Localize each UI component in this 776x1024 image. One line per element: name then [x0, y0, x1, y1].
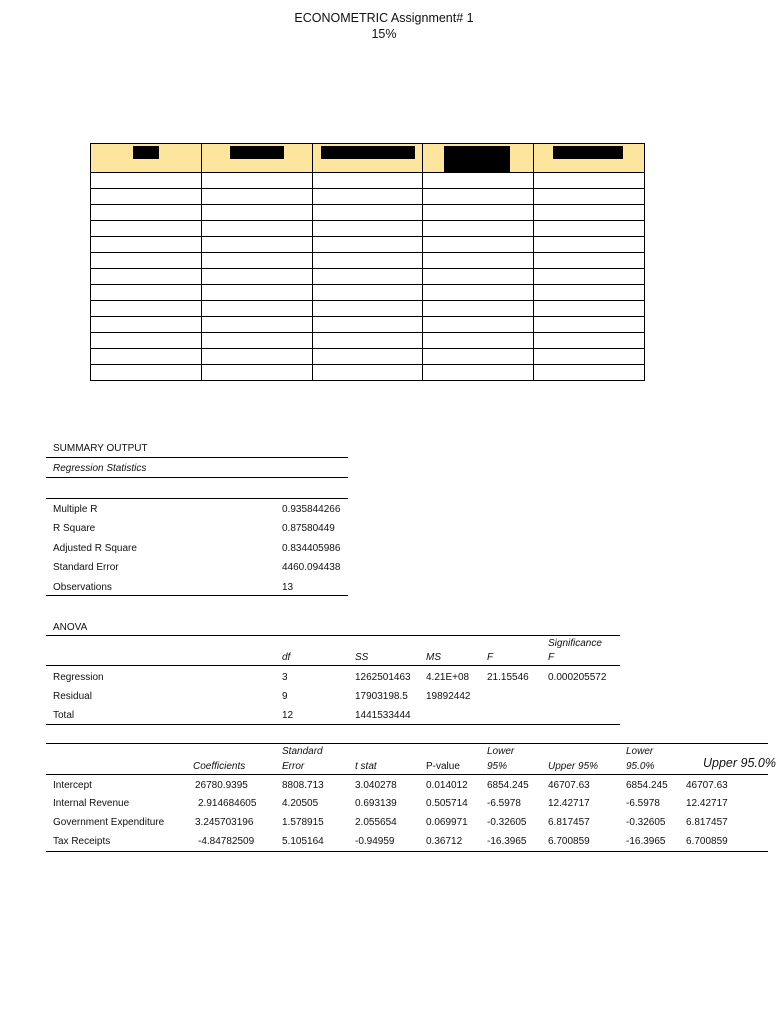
title-line-1: ECONOMETRIC Assignment# 1 — [294, 11, 474, 25]
coef-upper-95-0: 6.817457 — [686, 817, 728, 828]
anova-header-f: F — [487, 652, 494, 663]
coef-value: -4.84782509 — [198, 836, 255, 847]
coef-se: 4.20505 — [282, 798, 319, 809]
anova-header-df: df — [282, 652, 291, 663]
coef-lower-95: -6.5978 — [487, 798, 521, 809]
anova-ms: 19892442 — [426, 691, 471, 702]
anova-df: 12 — [282, 710, 294, 721]
anova-df: 3 — [282, 672, 288, 683]
divider — [46, 665, 620, 666]
stat-label: Standard Error — [53, 562, 119, 573]
coef-upper-95: 46707.63 — [548, 780, 590, 791]
summary-heading: SUMMARY OUTPUT — [53, 443, 148, 454]
coef-header-lower-2: Lower — [626, 746, 654, 757]
grid-row — [91, 317, 645, 333]
grid-header-cell — [91, 144, 202, 173]
grid-row — [91, 333, 645, 349]
anova-row-label: Regression — [53, 672, 104, 683]
redaction-block — [553, 146, 623, 159]
coef-header-standard: Standard — [282, 746, 323, 757]
stat-label: Observations — [53, 582, 112, 593]
redaction-block — [444, 146, 510, 173]
coef-value: 2.914684605 — [198, 798, 257, 809]
coef-se: 8808.713 — [282, 780, 324, 791]
coef-upper-95-0: 12.42717 — [686, 798, 728, 809]
title-line-2: 15% — [371, 27, 397, 41]
coef-header-lower: Lower — [487, 746, 515, 757]
coef-header-upper-95-0: Upper 95.0% — [703, 756, 776, 770]
coef-upper-95-0: 46707.63 — [686, 780, 728, 791]
coef-value: 26780.9395 — [195, 780, 248, 791]
divider — [46, 774, 768, 775]
grid-header-cell — [312, 144, 423, 173]
coef-header-error: Error — [282, 761, 305, 772]
grid-header-row — [91, 144, 645, 173]
coef-row-label: Tax Receipts — [53, 836, 111, 847]
divider — [46, 743, 768, 744]
coef-header-95-0: 95.0% — [626, 761, 655, 772]
grid-header-cell — [201, 144, 312, 173]
stat-value: 4460.094438 — [282, 562, 341, 573]
stat-value: 0.834405986 — [282, 543, 341, 554]
coef-lower-95-0: -6.5978 — [626, 798, 660, 809]
anova-row-label: Residual — [53, 691, 92, 702]
divider — [46, 477, 348, 478]
coef-header-p-value: P-value — [426, 761, 460, 772]
divider — [46, 595, 348, 596]
divider — [46, 457, 348, 458]
coef-row-label: Internal Revenue — [53, 798, 130, 809]
anova-header-significance-f: F — [548, 652, 555, 663]
stat-value: 13 — [282, 582, 294, 593]
coef-row-label: Government Expenditure — [53, 817, 165, 828]
coef-se: 1.578915 — [282, 817, 324, 828]
divider — [46, 498, 348, 499]
redaction-block — [321, 146, 415, 159]
coef-row-label: Intercept — [53, 780, 92, 791]
anova-ms: 4.21E+08 — [426, 672, 470, 683]
coef-lower-95-0: -0.32605 — [626, 817, 666, 828]
coef-upper-95-0: 6.700859 — [686, 836, 728, 847]
stat-value: 0.935844266 — [282, 504, 341, 515]
coef-header-coefficients: Coefficients — [193, 761, 246, 772]
coef-lower-95: -16.3965 — [487, 836, 527, 847]
anova-row-label: Total — [53, 710, 75, 721]
grid-row — [91, 173, 645, 189]
stat-label: Adjusted R Square — [53, 543, 137, 554]
anova-heading: ANOVA — [53, 622, 88, 633]
stat-value: 0.87580449 — [282, 523, 335, 534]
grid-row — [91, 221, 645, 237]
divider — [46, 724, 620, 725]
redaction-block — [230, 146, 284, 159]
data-grid — [90, 143, 645, 381]
grid-header-cell — [423, 144, 534, 173]
coef-header-upper-95: Upper 95% — [548, 761, 599, 772]
grid-row — [91, 349, 645, 365]
coef-header-95: 95% — [487, 761, 508, 772]
regression-statistics-label: Regression Statistics — [53, 463, 147, 474]
anova-df: 9 — [282, 691, 288, 702]
anova-f: 21.15546 — [487, 672, 529, 683]
coef-header-t-stat: t stat — [355, 761, 377, 772]
stat-label: Multiple R — [53, 504, 98, 515]
coef-lower-95: -0.32605 — [487, 817, 527, 828]
grid-row — [91, 205, 645, 221]
coef-lower-95-0: 6854.245 — [626, 780, 668, 791]
coef-upper-95: 12.42717 — [548, 798, 590, 809]
grid-row — [91, 269, 645, 285]
stat-label: R Square — [53, 523, 96, 534]
coef-se: 5.105164 — [282, 836, 324, 847]
coef-upper-95: 6.817457 — [548, 817, 590, 828]
grid-header-cell — [534, 144, 645, 173]
coef-lower-95-0: -16.3965 — [626, 836, 666, 847]
anova-header-ms: MS — [426, 652, 441, 663]
coef-p: 0.069971 — [426, 817, 468, 828]
grid-row — [91, 189, 645, 205]
divider — [46, 851, 768, 852]
anova-ss: 17903198.5 — [355, 691, 408, 702]
coef-lower-95: 6854.245 — [487, 780, 529, 791]
document-title — [0, 10, 768, 42]
redaction-block — [133, 146, 159, 159]
coef-t: 3.040278 — [355, 780, 397, 791]
coef-p: 0.014012 — [426, 780, 468, 791]
grid-row — [91, 253, 645, 269]
grid-row — [91, 301, 645, 317]
coef-t: 0.693139 — [355, 798, 397, 809]
grid-row — [91, 237, 645, 253]
coef-upper-95: 6.700859 — [548, 836, 590, 847]
coef-t: 2.055654 — [355, 817, 397, 828]
coef-p: 0.36712 — [426, 836, 463, 847]
grid-row — [91, 285, 645, 301]
coef-value: 3.245703196 — [195, 817, 254, 828]
coef-t: -0.94959 — [355, 836, 395, 847]
anova-header-significance: Significance — [548, 638, 602, 649]
divider — [46, 635, 620, 636]
coef-p: 0.505714 — [426, 798, 468, 809]
anova-ss: 1441533444 — [355, 710, 411, 721]
anova-ss: 1262501463 — [355, 672, 411, 683]
grid-row — [91, 365, 645, 381]
anova-sig: 0.000205572 — [548, 672, 607, 683]
anova-header-ss: SS — [355, 652, 369, 663]
